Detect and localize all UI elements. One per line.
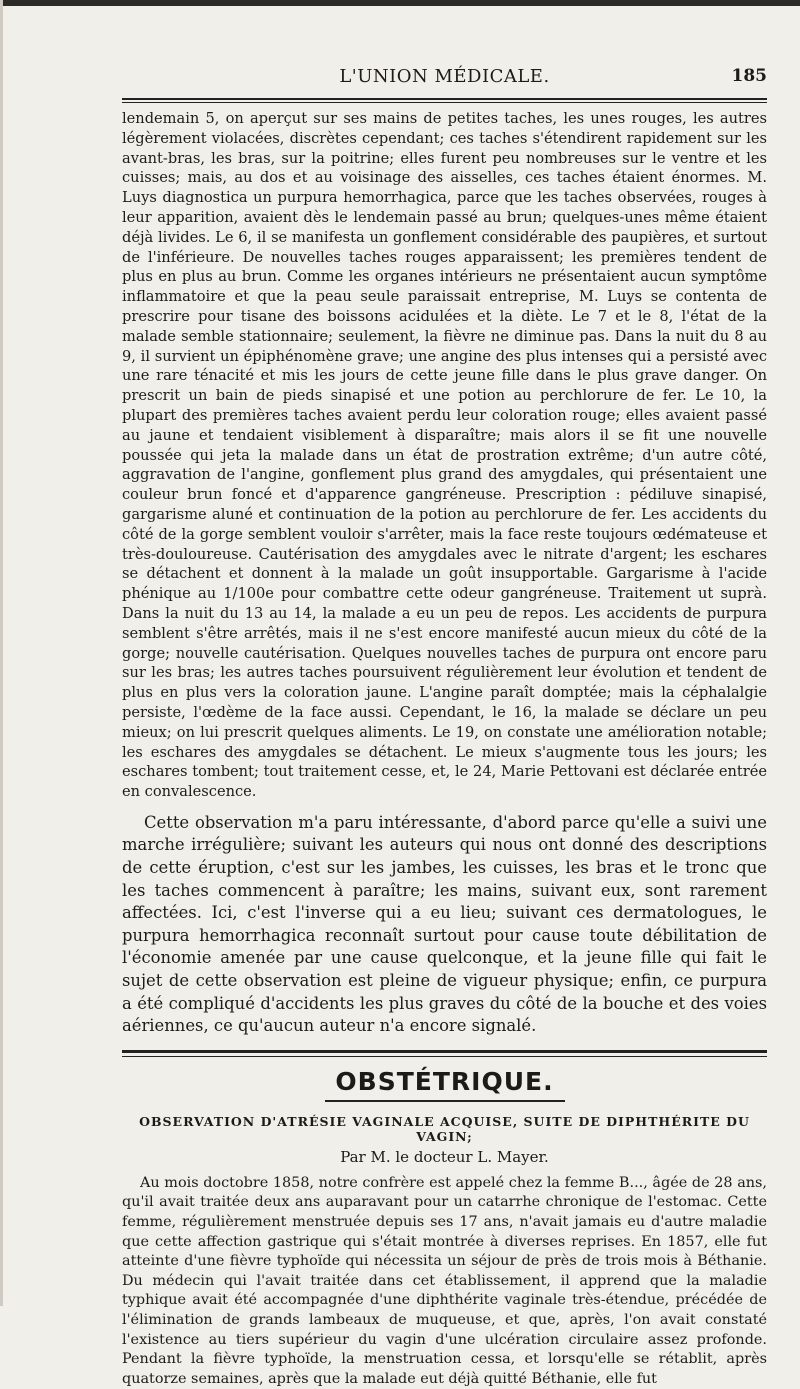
section-title-rule xyxy=(325,1100,565,1102)
page-top-edge xyxy=(0,0,800,6)
commentary-paragraph: Cette observation m'a paru intéressante, d'abord parce qu'elle a suivi une marche irrégulière; suivant les auteurs qui nous ont donné des descriptions de cette éruption, c'est sur les jambes, les cuisses, les bras et le tronc que les taches commencent à paraître; les mains, suivant eux, sont rarement affectées. Ici, c'est l'inverse qui a eu lieu; suivant ces dermatologues, le purpura hemorrhagica reconnaît surtout pour cause toute débilitation de l'économie amenée par une cause quelconque, et la jeune fille qui fait le sujet de cette observation est pleine de vigueur physique; enfin, ce purpura a été compliqué d'accidents les plus graves du côté de la bouche et des voies aériennes, ce qu'aucun auteur n'a encore signalé. xyxy=(122,812,767,1036)
article-title: OBSERVATION D'ATRÉSIE VAGINALE ACQUISE, SUITE DE DIPHTHÉRITE DU VAGIN; xyxy=(139,1113,750,1144)
journal-page xyxy=(122,60,767,1389)
article-body-paragraph: Au mois doctobre 1858, notre confrère est appelé chez la femme B..., âgée de 28 ans, qu'il avait traitée deux ans auparavant pour un catarrhe chronique de l'estomac. Cette femme, régulièrement menstruée depuis ses 17 ans, n'avait jamais eu d'autre maladie que cette affection gastrique qui s'était montrée à diverses reprises. En 1857, elle fut atteinte d'une fièvre typhoïde qui nécessita un séjour de près de trois mois à Béthanie. Du médecin qui l'avait traitée dans cet établissement, il apprend que la maladie typhique avait été accompagnée d'une diphthérite vaginale très-étendue, précédée de l'élimination de grands lambeaux de muqueuse, et que, après, l'on avait constaté l'existence au tiers supérieur du vagin d'une ulcération circulaire assez profonde. Pendant la fièvre typhoïde, la menstruation cessa, et lorsqu'elle se rétablit, après quatorze semaines, après que la malade eut déjà quitté Béthanie, elle fut xyxy=(122,1174,767,1387)
section-title: OBSTÉTRIQUE. xyxy=(335,1066,554,1096)
page-left-edge xyxy=(0,0,3,1306)
section-divider xyxy=(122,1050,767,1057)
case-continuation-paragraph: lendemain 5, on aperçut sur ses mains de petites taches, les unes rouges, les autres légèrement violacées, discrètes cependant; ces taches s'étendirent rapidement sur les avant-bras, les bras, sur la poitrine; elles furent peu nombreuses sur le ventre et les cuisses; mais, au dos et au voisinage des aisselles, ces taches étaient énormes. M. Luys diagnostica un purpura hemorrhagica, parce que les taches observées, rouges à leur apparition, avaient dès le lendemain passé au brun; quelques-unes même étaient déjà livides. Le 6, il se manifesta un gonflement considérable des paupières, et surtout de l'inférieure. De nouvelles taches rouges apparaissent; les premières tendent de plus en plus au brun. Comme les organes intérieurs ne présentaient aucun symptôme inflammatoire et que la peau seule paraissait entreprise, M. Luys se contenta de prescrire pour tisane des boissons acidulées et la diète. Le 7 et le 8, l'état de la malade semble stationnaire; seulement, la fièvre ne diminue pas. Dans la nuit du 8 au 9, il survient un épiphénomène grave; une angine des plus intenses qui a persisté avec une rare ténacité et mis les jours de cette jeune fille dans le plus grave danger. On prescrit un bain de pieds sinapisé et une potion au perchlorure de fer. Le 10, la plupart des premières taches avaient perdu leur coloration rouge; elles avaient passé au jaune et tendaient visiblement à disparaître; mais alors il se fit une nouvelle poussée qui jeta la malade dans un état de prostration extrême; d'un autre côté, aggravation de l'angine, gonflement plus grand des amygdales, qui présentaient une couleur brun foncé et d'apparence gangréneuse. Prescription : pédiluve sinapisé, gargarisme aluné et continuation de la potion au perchlorure de fer. Les accidents du côté de la gorge semblent vouloir s'arrêter, mais la face reste toujours œdémateuse et très-douloureuse. Cautérisation des amygdales avec le nitrate d'argent; les eschares se détachent et donnent à la malade un goût insupportable. Gargarisme à l'acide phénique au 1/100e pour combattre cette odeur gangréneuse. Traitement ut suprà. Dans la nuit du 13 au 14, la malade a eu un peu de repos. Les accidents de purpura semblent s'être arrêtés, mais il ne s'est encore manifesté aucun mieux du côté de la gorge; nouvelle cautérisation. Quelques nouvelles taches de purpura ont encore paru sur les bras; les autres taches poursuivent régulièrement leur évolution et tendent de plus en plus vers la coloration jaune. L'angine paraît domptée; mais la céphalalgie persiste, l'œdème de la face aussi. Cependant, le 16, la malade se déclare un peu mieux; on lui prescrit quelques aliments. Le 19, on constate une amélioration notable; les eschares des amygdales se détachent. Le mieux s'augmente tous les jours; les eschares tombent; tout traitement cesse, et, le 24, Marie Pettovani est déclarée entrée en convalescence. xyxy=(122,110,767,801)
running-head xyxy=(122,60,767,94)
article-author: Par M. le docteur L. Mayer. xyxy=(340,1147,549,1166)
header-rule xyxy=(122,98,767,103)
running-title: L'UNION MÉDICALE. xyxy=(339,66,550,87)
page-number: 185 xyxy=(731,66,767,86)
